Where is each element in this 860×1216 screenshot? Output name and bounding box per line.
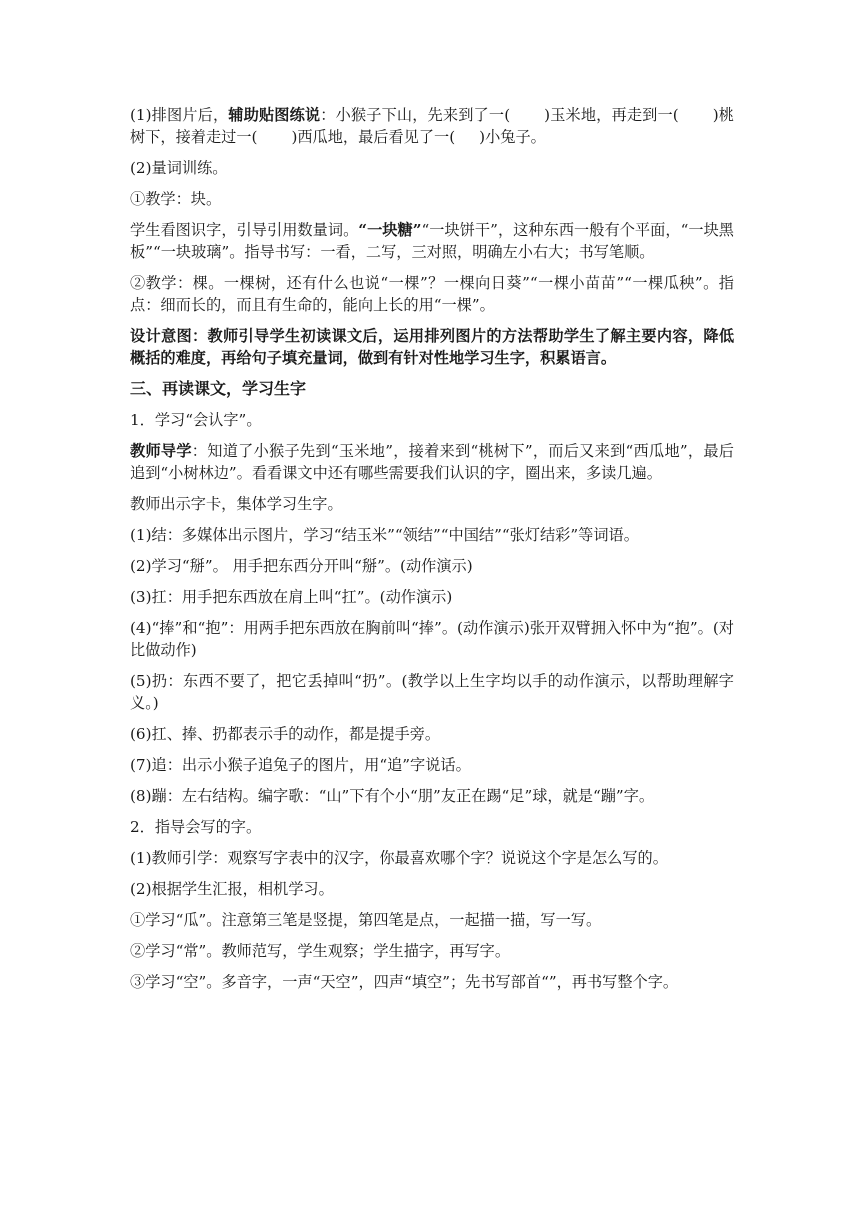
teacher-guide-label: 教师导学 xyxy=(130,442,192,460)
text: 学生看图识字，引导引用数量词。 xyxy=(130,221,359,239)
paragraph-kuai-details xyxy=(130,219,734,263)
paragraph-teacher-guide xyxy=(130,440,734,484)
text: )桃树下，接着走过一( xyxy=(130,106,734,146)
paragraph-char-kong: ③学习“空”。多音字，一声“天空”，四声“填空”；先书写部首“”，再书写整个字。 xyxy=(130,973,679,991)
design-intent-label: 设计意图： xyxy=(130,327,208,345)
paragraph-design-intent xyxy=(130,325,734,369)
paragraph-char-kang: (3)扛：用手把东西放在肩上叫“扛”。(动作演示) xyxy=(130,588,453,606)
paragraph-char-zhui: (7)追：出示小猴子追兔子的图片，用“追”字说话。 xyxy=(130,756,471,774)
text: )玉米地，再走到一( xyxy=(544,106,679,124)
emphasis-text: 辅助贴图练说 xyxy=(228,106,321,124)
design-intent-text: 教师引导学生初读课文后，运用排列图片的方法帮助学生了解主要内容，降低概括的难度，再给句子填充量词，做到有针对性地学习生字，积累语言。 xyxy=(130,327,735,367)
text: )西瓜地，最后看见了一( xyxy=(291,128,456,146)
document-page xyxy=(130,104,734,1002)
paragraph-student-report: (2)根据学生汇报，相机学习。 xyxy=(130,880,334,898)
paragraph-char-chang: ②学习“常”。教师范写，学生观察；学生描字，再写字。 xyxy=(130,942,511,960)
text: (1)排图片后， xyxy=(130,106,229,124)
paragraph-teacher-lead: (1)教师引学：观察写字表中的汉字，你最喜欢哪个字？说说这个字是怎么写的。 xyxy=(130,849,668,867)
text: ：知道了小猴子先到“玉米地”，接着来到“桃树下”，而后又来到“西瓜地”，最后追到“小树林边”。看看课文中还有哪些需要我们认识的字，圈出来，多读几遍。 xyxy=(130,442,734,482)
paragraph-picture-ordering xyxy=(130,104,734,148)
paragraph-teach-kuai: ①教学：块。 xyxy=(130,190,222,208)
paragraph-hand-radical: (6)扛、捧、扔都表示手的动作，都是提手旁。 xyxy=(130,725,441,743)
paragraph-teach-ke: ②教学：棵。一棵树，还有什么也说“一棵”？一棵向日葵”“一棵小苗苗”“一棵瓜秧”。指点：细而长的，而且有生命的，能向上长的用“一棵”。 xyxy=(130,274,734,314)
paragraph-char-bai: (2)学习“掰”。 用手把东西分开叫“掰”。(动作演示) xyxy=(130,557,473,575)
section-heading: 三、再读课文，学习生字 xyxy=(130,379,307,398)
text: ：小猴子下山，先来到了一( xyxy=(320,106,511,124)
paragraph-char-peng-bao: (4)“捧”和“抱”：用两手把东西放在胸前叫“捧”。(动作演示)张开双臂拥入怀中为“抱”。(对比做动作) xyxy=(130,619,734,659)
paragraph-char-jie: (1)结：多媒体出示图片，学习“结玉米”“领结”“中国结”“张灯结彩”等词语。 xyxy=(130,526,639,544)
paragraph-char-gua: ①学习“瓜”。注意第三笔是竖提，第四笔是点，一起描一描，写一写。 xyxy=(130,911,602,929)
paragraph-learn-recognition-chars: 1．学习“会认字”。 xyxy=(130,411,262,429)
paragraph-char-reng: (5)扔：东西不要了，把它丢掉叫“扔”。(教学以上生字均以手的动作演示，以帮助理解字义。) xyxy=(130,672,734,712)
paragraph-char-beng: (8)蹦：左右结构。编字歌：“山”下有个小“朋”友正在踢“足”球，就是“蹦”字。 xyxy=(130,787,655,805)
paragraph-guide-writing: 2．指导会写的字。 xyxy=(130,818,262,836)
paragraph-measure-word-training: (2)量词训练。 xyxy=(130,159,228,177)
text: )小兔子。 xyxy=(479,128,546,146)
paragraph-show-cards: 教师出示字卡，集体学习生字。 xyxy=(130,495,343,513)
emphasis-text: “一块糖” xyxy=(358,221,422,239)
text: “一块饼干”，这种东西一般有个平面，“一块黑板”“一块玻璃”。指导书写：一看，二写，三对照，明确左小右大；书写笔顺。 xyxy=(130,221,734,261)
